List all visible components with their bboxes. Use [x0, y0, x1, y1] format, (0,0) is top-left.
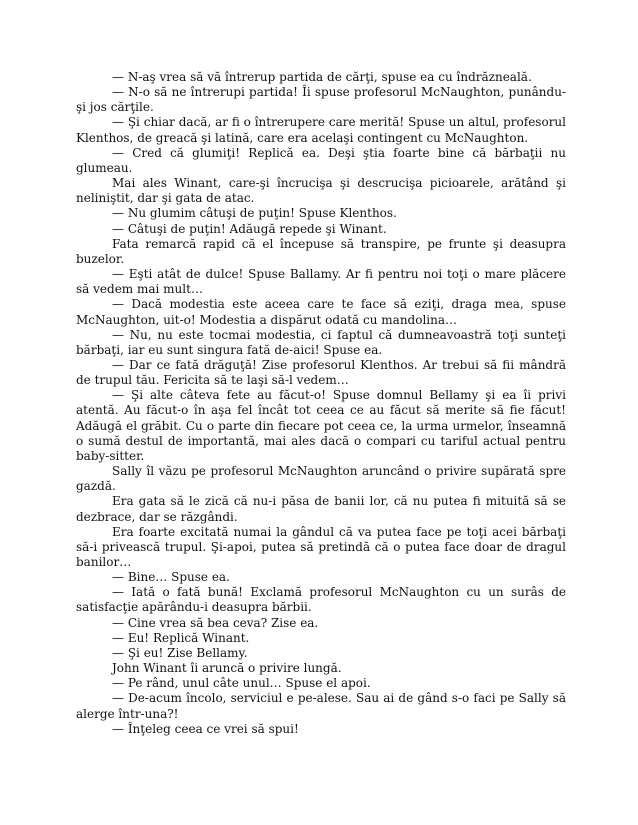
- paragraph: — Cine vrea să bea ceva? Zise ea.: [112, 615, 319, 630]
- paragraph: Sally îl văzu pe profesorul McNaughton aruncând o privire supărată spre gazdă.: [76, 464, 566, 494]
- paragraph: — Eşti atât de dulce! Spuse Ballamy. Ar fi pentru noi toţi o mare plăcere să vedem mai mult…: [76, 267, 566, 297]
- paragraph: John Winant îi aruncă o privire lungă.: [112, 661, 342, 676]
- paragraph: — Eu! Replică Winant.: [112, 630, 250, 645]
- paragraph: — Bine… Spuse ea.: [112, 570, 230, 585]
- paragraph: — Dar ce fată drăguţă! Zise profesorul Klenthos. Ar trebui să fii mândră de trupul tău. Fericita să te laşi să-l vedem…: [76, 357, 566, 388]
- paragraph: — Nu glumim câtuşi de puţin! Spuse Klenthos.: [112, 206, 397, 221]
- paragraph: — Pe rând, unul câte unul… Spuse el apoi.: [112, 676, 371, 691]
- paragraph: — Cred că glumiţi! Replică ea. Deşi ştia foarte bine că bărbaţii nu glumeau.: [76, 145, 566, 175]
- paragraph: — Înţeleg ceea ce vrei să spui!: [112, 721, 299, 736]
- paragraph: Era gata să le zică că nu-i păsa de banii lor, că nu putea fi mituită să se dezbrace, dar se răzgândi.: [76, 494, 566, 524]
- paragraph: — Dacă modestia este aceea care te face să eziţi, draga mea, spuse McNaughton, uit-o! Modestia a dispărut odată cu mandolina…: [76, 297, 566, 327]
- paragraph: — Şi eu! Zise Bellamy.: [112, 645, 248, 660]
- paragraph: — De-acum încolo, serviciul e pe-alese. Sau ai de gând s-o faci pe Sally să alerge într-una?!: [76, 691, 566, 721]
- paragraph: Fata remarcă rapid că el începuse să transpire, pe frunte şi deasupra buzelor.: [76, 236, 566, 266]
- paragraph: — Şi chiar dacă, ar fi o întrerupere care merită! Spuse un altul, profesorul Klenthos, de greacă şi latină, care era acelaşi contingent cu McNaughton.: [76, 115, 566, 145]
- paragraph: — Iată o fată bună! Exclamă profesorul McNaughton cu un surâs de satisfacţie apărându-i deasupra bărbii.: [76, 585, 566, 615]
- paragraph: Era foarte excitată numai la gândul că va putea face pe toţi acei bărbaţi să-i privească trupul. Şi-apoi, putea să pretindă că o putea face doar de dragul banilor…: [76, 524, 566, 569]
- paragraph: — N-o să ne întrerupi partida! Îi spuse profesorul McNaughton, punându-şi jos cărţile.: [76, 85, 566, 115]
- paragraph: — N-aş vrea să vă întrerup partida de cărţi, spuse ea cu îndrăzneală.: [112, 70, 532, 84]
- paragraph: Mai ales Winant, care-şi încrucişa şi descrucişa picioarele, arătând şi neliniştit, dar şi gata de atac.: [76, 176, 566, 206]
- page-text: [76, 70, 566, 737]
- paragraph: — Şi alte câteva fete au făcut-o! Spuse domnul Bellamy şi ea îi privi atentă. Au făcut-o în aşa fel încât tot ceea ce au făcut să merite să fie făcut! Adăugă el grăbit. Cu o parte din fiecare pot ceea ce, la urma urmelor, înseamnă o sumă destul de importantă, mai ales dacă o compari cu tariful actual pentru baby-sitter.: [76, 388, 566, 463]
- paragraph: — Nu, nu este tocmai modestia, ci faptul că dumneavoastră toţi sunteţi bărbaţi, iar eu sunt singura fată de-aici! Spuse ea.: [76, 327, 566, 357]
- paragraph: — Câtuşi de puţin! Adăugă repede şi Winant.: [112, 221, 387, 236]
